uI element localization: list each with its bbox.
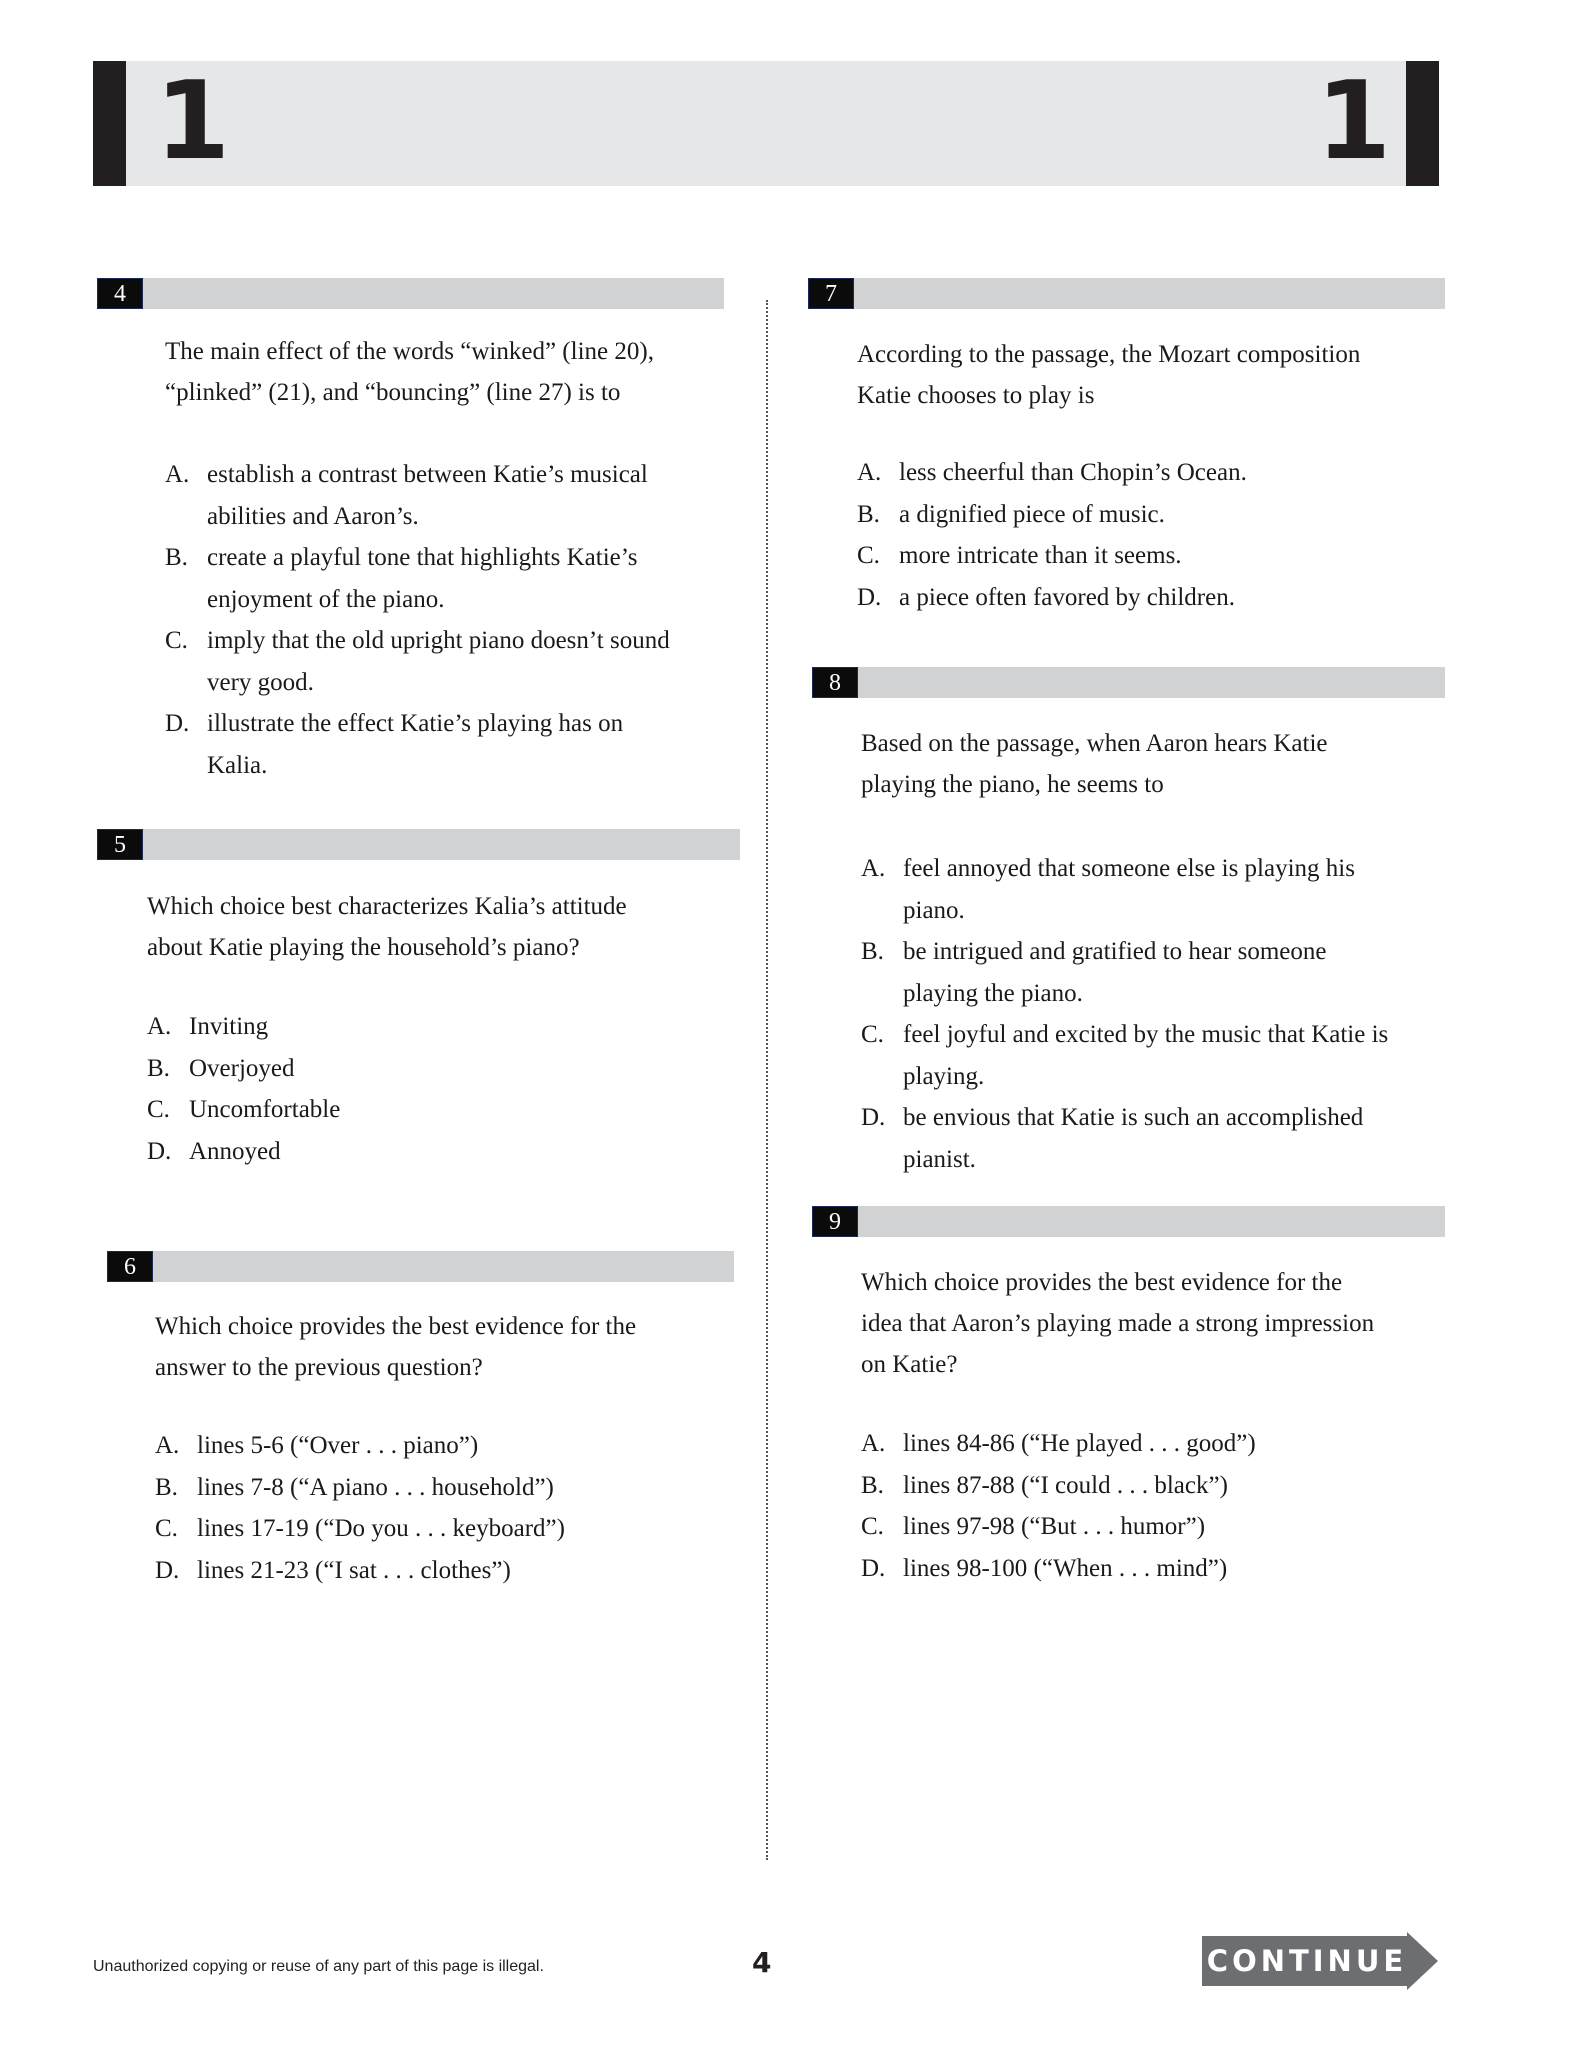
section-header-left-bar (93, 61, 126, 186)
option-line: lines 17-19 (“Do you . . . keyboard”) (197, 1515, 565, 1542)
question-4-number: 4 (97, 278, 143, 309)
question-7-header-bar (808, 278, 1445, 309)
question-8-option-a[interactable] (861, 848, 1451, 931)
option-letter: C. (857, 542, 880, 569)
option-line: Annoyed (189, 1137, 281, 1165)
question-9-option-b[interactable] (861, 1465, 1451, 1507)
option-line: feel joyful and excited by the music that Katie is (903, 1021, 1389, 1048)
stem-line: playing the piano, he seems to (861, 771, 1164, 798)
option-line: a piece often favored by children. (899, 583, 1235, 611)
option-line: lines 21-23 (“I sat . . . clothes”) (197, 1556, 511, 1584)
stem-line: about Katie playing the household’s piano? (147, 934, 580, 961)
option-letter: B. (857, 500, 880, 528)
option-line: lines 84-86 (“He played . . . good”) (903, 1430, 1256, 1457)
question-8-option-b[interactable] (861, 931, 1451, 1014)
option-line: very good. (207, 668, 314, 696)
question-6-option-c[interactable] (155, 1508, 735, 1550)
option-line: establish a contrast between Katie’s musical (207, 461, 648, 488)
question-7-stem (857, 334, 1447, 416)
option-line: pianist. (903, 1145, 976, 1173)
question-4-options (165, 454, 735, 786)
option-line: Inviting (189, 1013, 269, 1040)
option-letter: D. (147, 1137, 172, 1165)
question-8-stem (861, 723, 1451, 805)
question-6-number: 6 (107, 1251, 153, 1282)
question-6-stem (155, 1306, 735, 1388)
question-6-options (155, 1425, 735, 1591)
option-line: lines 7-8 (“A piano . . . household”) (197, 1473, 554, 1501)
question-7-option-b[interactable] (857, 494, 1447, 536)
option-line: a dignified piece of music. (899, 500, 1165, 528)
question-9-number: 9 (812, 1206, 858, 1237)
section-number-right: 1 (1316, 59, 1392, 184)
stem-line: Which choice provides the best evidence for the (155, 1313, 637, 1340)
question-4-option-d[interactable] (165, 703, 735, 786)
option-line: imply that the old upright piano doesn’t sound (207, 627, 670, 654)
option-letter: A. (147, 1013, 172, 1040)
question-9-option-a[interactable] (861, 1423, 1451, 1465)
stem-line: Which choice provides the best evidence for the (861, 1269, 1343, 1296)
section-header-band (93, 61, 1439, 186)
question-8-option-c[interactable] (861, 1014, 1451, 1097)
option-line: illustrate the effect Katie’s playing has on (207, 710, 624, 737)
option-letter: A. (861, 1430, 886, 1457)
option-line: Uncomfortable (189, 1096, 341, 1123)
option-letter: D. (857, 583, 882, 611)
option-line: create a playful tone that highlights Katie’s (207, 544, 638, 571)
option-letter: B. (861, 1471, 884, 1499)
question-5-stem (147, 886, 737, 968)
option-line: lines 98-100 (“When . . . mind”) (903, 1554, 1228, 1582)
option-letter: D. (165, 710, 190, 737)
question-6-option-d[interactable] (155, 1550, 735, 1592)
option-letter: B. (147, 1054, 170, 1082)
option-letter: A. (861, 855, 886, 882)
stem-line: The main effect of the words “winked” (line 20), (165, 338, 654, 365)
option-letter: A. (165, 461, 190, 488)
option-letter: B. (165, 544, 188, 571)
question-7-option-c[interactable] (857, 535, 1447, 577)
option-letter: C. (165, 627, 188, 654)
option-line: lines 87-88 (“I could . . . black”) (903, 1471, 1228, 1499)
question-7-number: 7 (808, 278, 854, 309)
option-line: be envious that Katie is such an accomplished (903, 1104, 1364, 1131)
option-line: more intricate than it seems. (899, 542, 1182, 569)
question-6-option-a[interactable] (155, 1425, 735, 1467)
option-letter: C. (155, 1515, 178, 1542)
question-9-option-c[interactable] (861, 1506, 1451, 1548)
option-letter: D. (861, 1554, 886, 1582)
question-5-option-b[interactable] (147, 1048, 737, 1090)
stem-line: “plinked” (21), and “bouncing” (line 27) is to (165, 379, 621, 406)
option-letter: A. (857, 459, 882, 486)
option-line: playing the piano. (903, 979, 1083, 1007)
question-6-header-bar (107, 1251, 734, 1282)
question-8-number: 8 (812, 667, 858, 698)
stem-line: According to the passage, the Mozart composition (857, 341, 1361, 368)
question-8-header-bar (812, 667, 1445, 698)
question-5-option-d[interactable] (147, 1131, 737, 1173)
continue-button[interactable] (1202, 1932, 1438, 1990)
stem-line: Based on the passage, when Aaron hears Katie (861, 730, 1328, 757)
option-line: feel annoyed that someone else is playing his (903, 855, 1355, 882)
option-letter: D. (861, 1104, 886, 1131)
option-line: Overjoyed (189, 1054, 295, 1082)
stem-line: answer to the previous question? (155, 1354, 483, 1381)
continue-label: CONTINUE (1206, 1944, 1408, 1978)
question-4-option-a[interactable] (165, 454, 735, 537)
question-5-number: 5 (97, 829, 143, 860)
stem-line: Which choice best characterizes Kalia’s attitude (147, 893, 627, 920)
question-7-option-d[interactable] (857, 577, 1447, 619)
stem-line: idea that Aaron’s playing made a strong impression (861, 1310, 1375, 1337)
option-line: enjoyment of the piano. (207, 585, 445, 613)
question-9-header-bar (812, 1206, 1445, 1237)
option-line: less cheerful than Chopin’s Ocean. (899, 459, 1247, 486)
question-8-option-d[interactable] (861, 1097, 1451, 1180)
question-5-options (147, 1006, 737, 1172)
option-line: abilities and Aaron’s. (207, 502, 419, 530)
option-line: be intrigued and gratified to hear someone (903, 938, 1327, 965)
question-4-option-c[interactable] (165, 620, 735, 703)
page-number: 4 (752, 1946, 772, 1979)
column-divider (766, 300, 768, 1860)
stem-line: on Katie? (861, 1351, 958, 1378)
option-letter: C. (861, 1513, 884, 1540)
question-4-header-bar (97, 278, 724, 309)
question-6-option-b[interactable] (155, 1467, 735, 1509)
option-line: lines 97-98 (“But . . . humor”) (903, 1513, 1206, 1540)
option-letter: C. (861, 1021, 884, 1048)
option-letter: C. (147, 1096, 170, 1123)
option-letter: B. (861, 938, 884, 965)
question-5-option-c[interactable] (147, 1089, 737, 1131)
option-letter: A. (155, 1432, 180, 1459)
question-4-option-b[interactable] (165, 537, 735, 620)
question-7-options (857, 452, 1447, 618)
option-line: playing. (903, 1062, 985, 1090)
question-5-option-a[interactable] (147, 1006, 737, 1048)
option-letter: B. (155, 1473, 178, 1501)
option-letter: D. (155, 1556, 180, 1584)
question-5-header-bar (97, 829, 740, 860)
stem-line: Katie chooses to play is (857, 382, 1095, 409)
question-9-options (861, 1423, 1451, 1589)
option-line: Kalia. (207, 751, 268, 779)
question-7-option-a[interactable] (857, 452, 1447, 494)
copyright-notice: Unauthorized copying or reuse of any part of this page is illegal. (93, 1958, 544, 1975)
option-line: lines 5-6 (“Over . . . piano”) (197, 1432, 479, 1459)
question-8-options (861, 848, 1451, 1180)
question-9-option-d[interactable] (861, 1548, 1451, 1590)
question-9-stem (861, 1262, 1461, 1385)
question-4-stem (165, 331, 735, 413)
section-number-left: 1 (155, 59, 231, 184)
section-header-right-bar (1406, 61, 1439, 186)
option-line: piano. (903, 896, 965, 924)
